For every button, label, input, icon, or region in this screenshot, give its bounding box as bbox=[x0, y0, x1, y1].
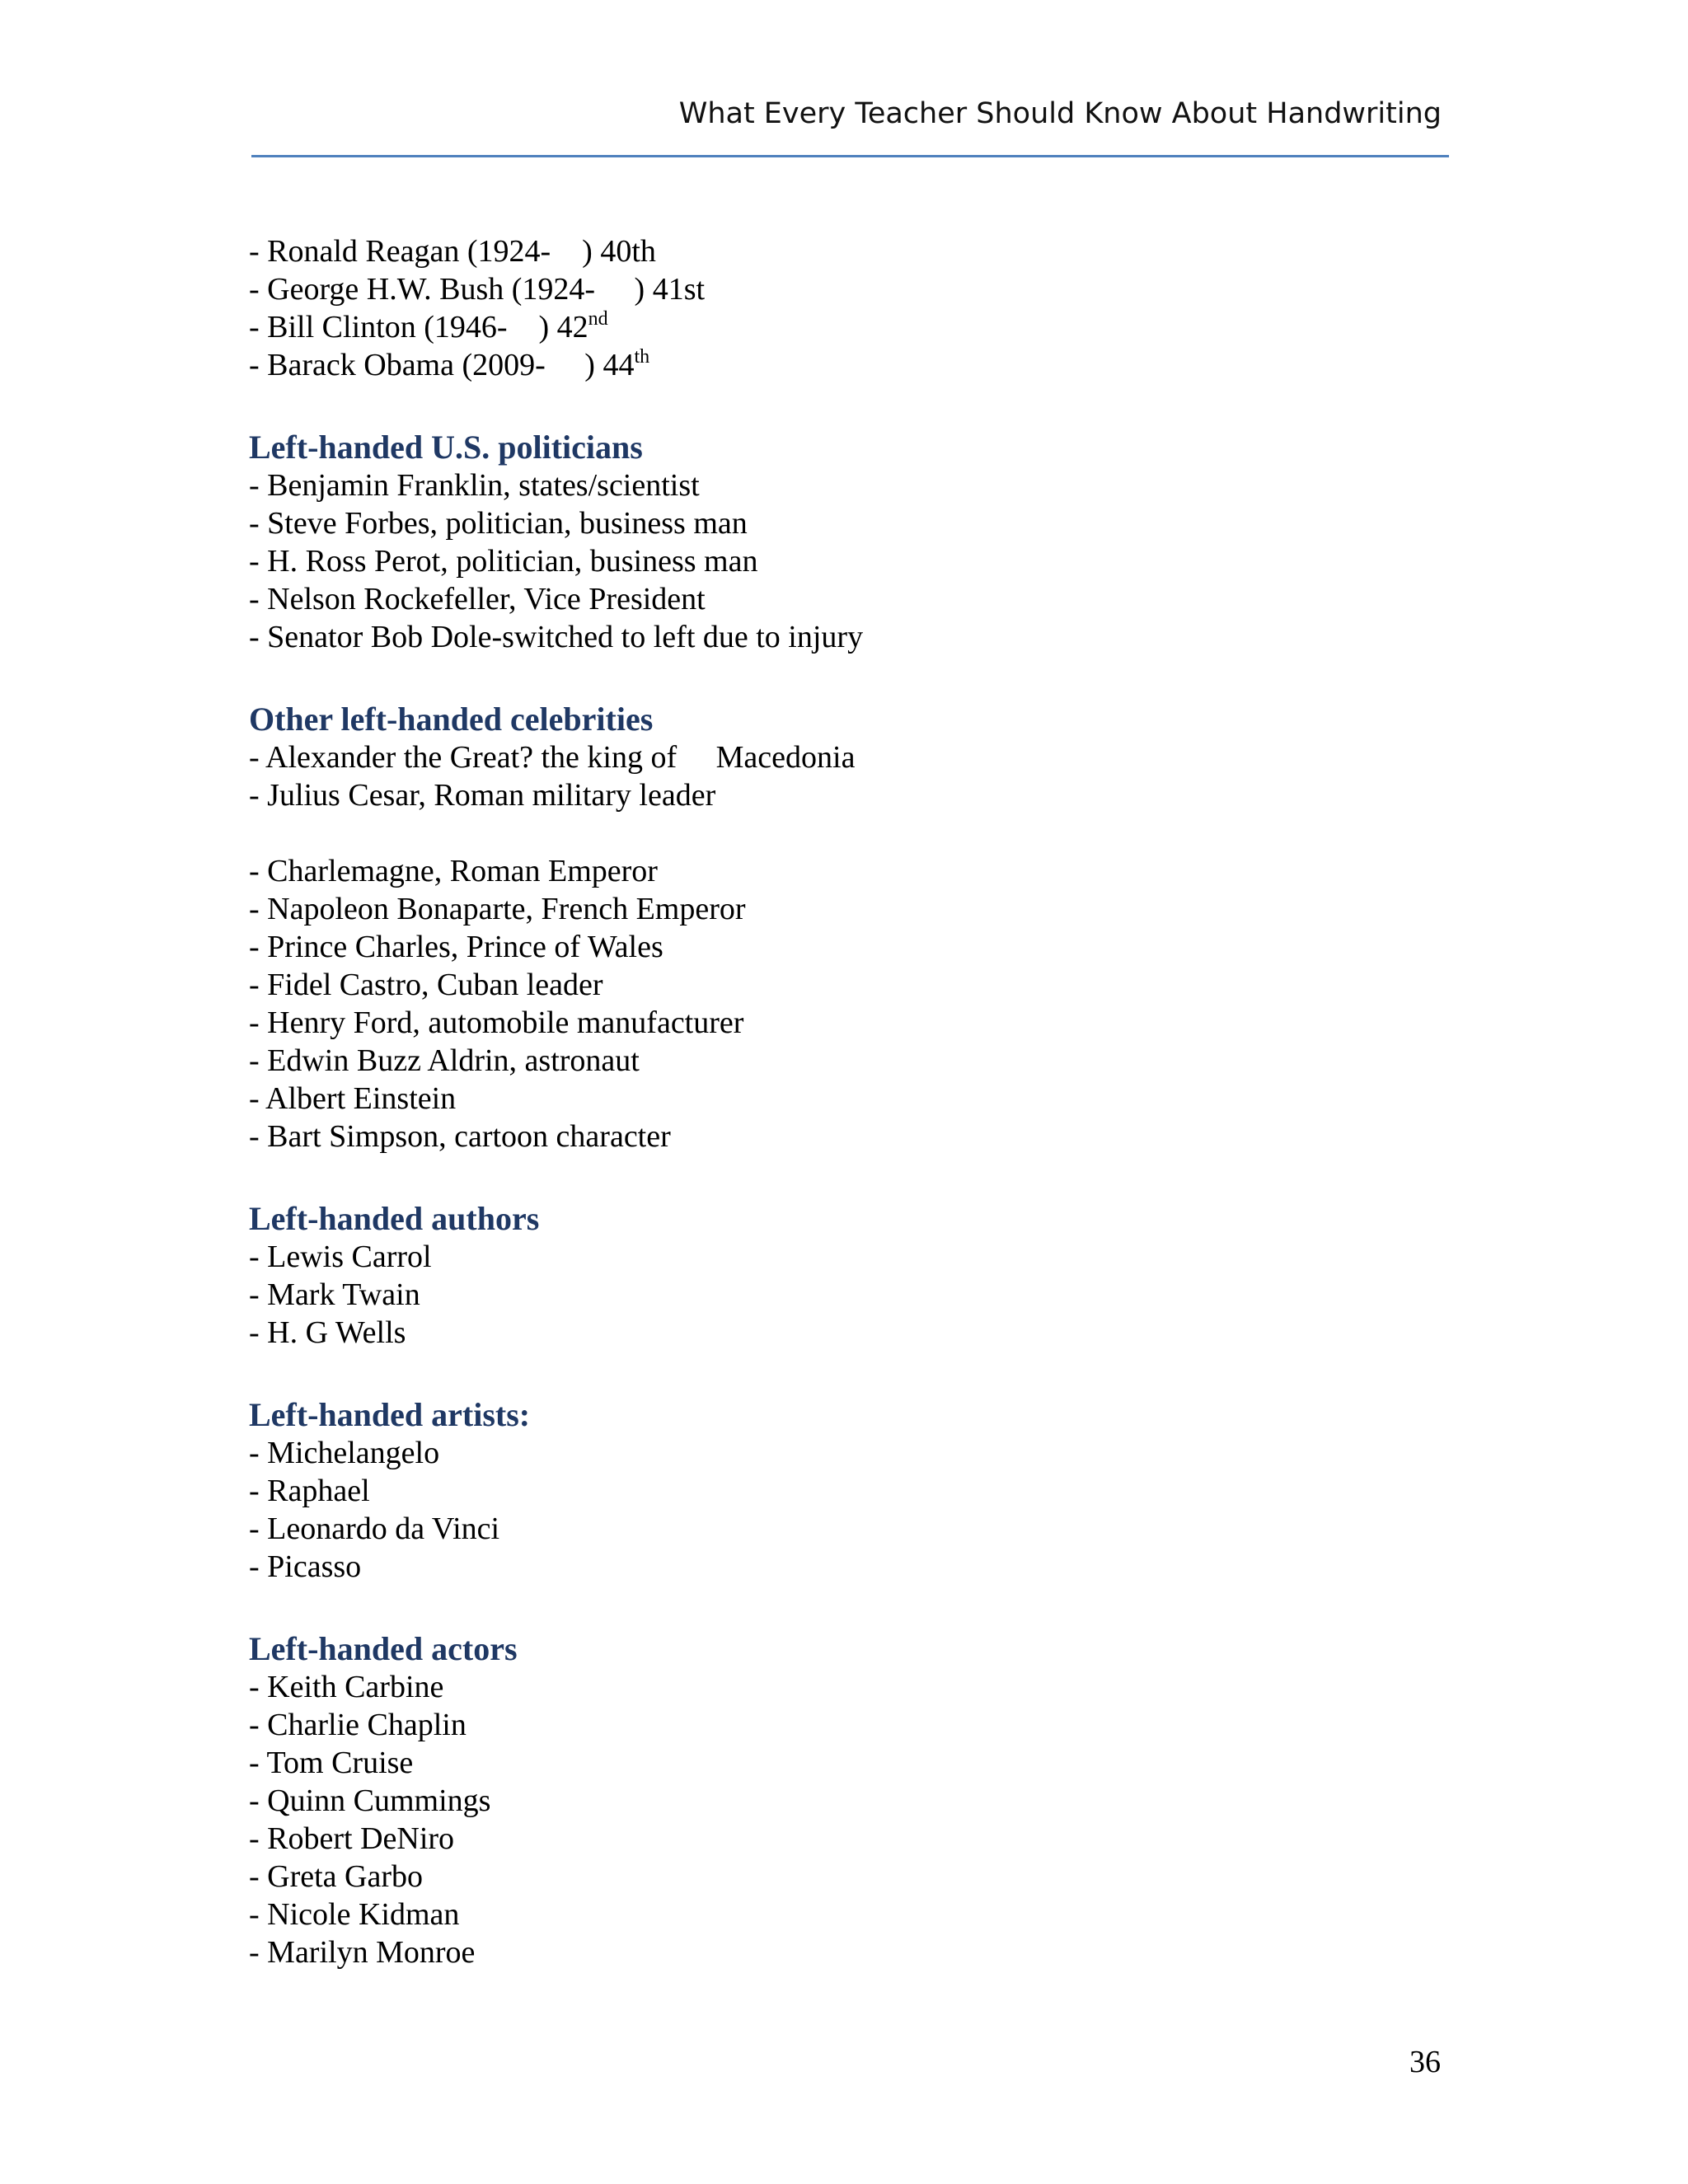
spacer bbox=[249, 814, 1403, 852]
list-item: - Leonardo da Vinci bbox=[249, 1511, 500, 1546]
spacer bbox=[249, 384, 1403, 429]
ordinal-superscript: nd bbox=[588, 308, 608, 330]
spacer bbox=[249, 1586, 1403, 1630]
spacer bbox=[249, 1352, 1403, 1396]
list-item: - Napoleon Bonaparte, French Emperor bbox=[249, 892, 746, 926]
list-item: - Robert DeNiro bbox=[249, 1821, 455, 1856]
section-actors bbox=[249, 1630, 1403, 1971]
list-item: - Greta Garbo bbox=[249, 1859, 424, 1894]
list-item: - Prince Charles, Prince of Wales bbox=[249, 930, 663, 964]
spacer bbox=[249, 1155, 1403, 1200]
presidents-list bbox=[249, 232, 1403, 384]
list-item: - Edwin Buzz Aldrin, astronaut bbox=[249, 1043, 640, 1078]
spacer bbox=[249, 656, 1403, 701]
list-item-text: - Barack Obama (2009- ) 44 bbox=[249, 348, 635, 382]
list-item: - Lewis Carrol bbox=[249, 1240, 432, 1274]
list-item bbox=[249, 308, 1403, 346]
list-item: - Michelangelo bbox=[249, 1436, 440, 1470]
section-heading: Left-handed artists: bbox=[249, 1396, 531, 1433]
section-heading: Other left-handed celebrities bbox=[249, 701, 654, 738]
list-item bbox=[249, 346, 1403, 384]
list-item: - Charlemagne, Roman Emperor bbox=[249, 854, 658, 888]
section-authors bbox=[249, 1200, 1403, 1352]
list-item bbox=[249, 270, 1403, 308]
ordinal-superscript: th bbox=[634, 346, 650, 368]
page-body bbox=[249, 232, 1403, 1971]
list-item: - Alexander the Great? the king of Macedonia bbox=[249, 740, 856, 775]
list-item: - Steve Forbes, politician, business man bbox=[249, 506, 748, 541]
list-item: - Albert Einstein bbox=[249, 1081, 457, 1116]
list-item: - Bart Simpson, cartoon character bbox=[249, 1119, 671, 1154]
list-item: - Marilyn Monroe bbox=[249, 1935, 476, 1970]
section-politicians bbox=[249, 429, 1403, 656]
section-heading: Left-handed authors bbox=[249, 1200, 540, 1237]
list-item: - Charlie Chaplin bbox=[249, 1708, 467, 1742]
list-item: - Mark Twain bbox=[249, 1277, 420, 1312]
section-heading: Left-handed actors bbox=[249, 1630, 518, 1667]
list-item: - Nelson Rockefeller, Vice President bbox=[249, 582, 706, 616]
list-item: - Raphael bbox=[249, 1474, 370, 1508]
list-item: - Henry Ford, automobile manufacturer bbox=[249, 1005, 744, 1040]
list-item-text: - George H.W. Bush (1924- ) 41st bbox=[249, 272, 706, 307]
list-item: - Senator Bob Dole-switched to left due to injury bbox=[249, 620, 864, 654]
list-item: - Julius Cesar, Roman military leader bbox=[249, 778, 716, 813]
list-item bbox=[249, 232, 1403, 270]
list-item: - H. G Wells bbox=[249, 1315, 406, 1350]
list-item: - Picasso bbox=[249, 1549, 362, 1584]
list-item: - Benjamin Franklin, states/scientist bbox=[249, 468, 700, 503]
list-item: - Tom Cruise bbox=[249, 1746, 414, 1780]
running-header: What Every Teacher Should Know About Handwriting bbox=[678, 97, 1442, 130]
list-item: - Nicole Kidman bbox=[249, 1897, 460, 1932]
list-item: - H. Ross Perot, politician, business man bbox=[249, 544, 758, 579]
header-rule bbox=[251, 155, 1449, 157]
list-item: - Keith Carbine bbox=[249, 1670, 444, 1704]
list-item: - Fidel Castro, Cuban leader bbox=[249, 968, 603, 1002]
list-item-text: - Ronald Reagan (1924- ) 40th bbox=[249, 234, 656, 269]
page-number: 36 bbox=[1409, 2045, 1441, 2079]
section-celebrities bbox=[249, 701, 1403, 1155]
section-heading: Left-handed U.S. politicians bbox=[249, 429, 643, 466]
section-artists bbox=[249, 1396, 1403, 1586]
list-item: - Quinn Cummings bbox=[249, 1783, 491, 1818]
list-item-text: - Bill Clinton (1946- ) 42 bbox=[249, 310, 588, 344]
